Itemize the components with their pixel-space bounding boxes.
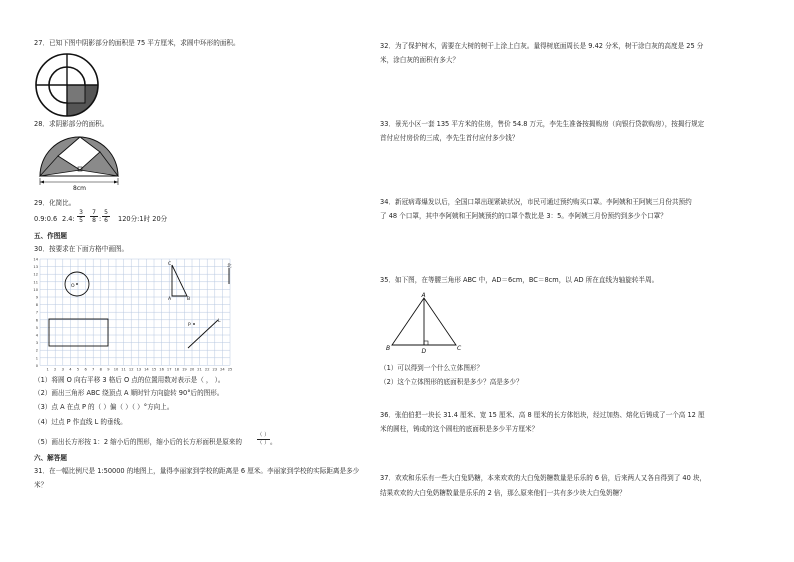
question-32-line-2: 米，涂白灰的面积有多大？ bbox=[380, 56, 460, 64]
tri-label-c: C bbox=[457, 345, 462, 352]
q29-item-1: 0.9:0.6 bbox=[34, 215, 58, 223]
question-34-line-2: 了 48 个口罩，其中李阿姨和王阿姨预约的口罩个数比是 3：5。李阿姨三月份预约到多少个口罩？ bbox=[380, 212, 667, 220]
grid-y-tick: 12 bbox=[33, 272, 38, 277]
question-35: 35．如下图，在等腰三角形 ABC 中，AD＝6cm，BC＝8cm，以 AD 所在直线为轴旋转半周。 bbox=[380, 276, 659, 284]
triangle-abc bbox=[172, 265, 187, 296]
grid-y-tick: 14 bbox=[33, 257, 38, 262]
q29-item-5: 120分:1时 20分 bbox=[118, 215, 168, 223]
grid-x-tick: 20 bbox=[189, 367, 195, 372]
question-32-line-1: 32．为了保护树木，需要在大树的树干上涂上白灰。量得树底面周长是 9.42 分米，树干涂白灰的高度是 25 分 bbox=[380, 42, 704, 50]
question-28: 28．求阴影部分的面积。 bbox=[34, 120, 109, 128]
grid-y-tick: 8 bbox=[35, 303, 38, 308]
grid-x-tick: 17 bbox=[166, 367, 172, 372]
q28-measure-label: 8cm bbox=[73, 185, 86, 192]
grid-x-tick: 25 bbox=[227, 367, 233, 372]
tri-label-d: D bbox=[421, 348, 427, 355]
grid-x-tick: 3 bbox=[61, 367, 64, 372]
point-p bbox=[193, 323, 195, 325]
label-a: A bbox=[168, 297, 172, 302]
question-30: 30．按要求在下面方格中画图。 bbox=[34, 245, 129, 253]
question-33-line-2: 首付应付房价的三成，李先生首付应付多少钱？ bbox=[380, 134, 519, 142]
label-b: B bbox=[187, 297, 191, 302]
grid-x-tick: 22 bbox=[204, 367, 210, 372]
q30-grid-figure bbox=[30, 256, 244, 374]
q29-fraction-a: 3 5 bbox=[77, 209, 85, 224]
grid-x-tick: 4 bbox=[69, 367, 72, 372]
question-33-line-1: 33．景光小区一套 135 平方米的住房，售价 54.8 万元，李先生准备按揭购房（向银行贷款购房），按揭行规定 bbox=[380, 120, 705, 128]
q30-part-2: （2）画出三角形 ABC 绕顶点 A 顺时针方向旋转 90°后的图形。 bbox=[34, 389, 224, 397]
grid-x-tick: 15 bbox=[151, 367, 157, 372]
tri-label-b: B bbox=[386, 345, 391, 352]
grid-x-tick: 16 bbox=[159, 367, 164, 372]
q30-part-1: （1）将圆 O 向右平移 3 格后 O 点的位置用数对表示是（ ， ）。 bbox=[34, 376, 225, 384]
question-31-line-2: 米？ bbox=[34, 481, 48, 489]
label-o: O bbox=[71, 284, 75, 289]
question-36-line-2: 米的圆柱，铸成的这个圆柱的底面积是多少平方厘米？ bbox=[380, 425, 539, 433]
grid-x-tick: 5 bbox=[76, 367, 80, 372]
grid-y-tick: 13 bbox=[33, 265, 38, 270]
grid-x-tick: 21 bbox=[197, 367, 202, 372]
q35-part-2: （2）这个立体图形的底面积是多少？高是多少？ bbox=[380, 378, 523, 386]
grid-y-tick: 3 bbox=[35, 341, 38, 346]
tri-label-a: A bbox=[421, 292, 426, 299]
question-37-line-2: 结果欢欢的大白兔奶糖数量是乐乐的 2 倍，那么原来他们一共有多少块大白兔奶糖？ bbox=[380, 489, 626, 497]
rectangle bbox=[49, 319, 108, 346]
q30-part-4: （4）过点 P 作直线 L 的垂线。 bbox=[34, 418, 127, 426]
grid-x-tick: 11 bbox=[121, 367, 126, 372]
label-c: C bbox=[168, 262, 172, 267]
q29-fraction-b: 7 8 bbox=[90, 209, 98, 224]
grid-x-tick: 13 bbox=[136, 367, 142, 372]
left-column bbox=[0, 0, 380, 562]
question-27: 27．已知下图中阴影部分的面积是 75 平方厘米，求圆中环形的面积。 bbox=[34, 39, 240, 47]
label-l: L bbox=[218, 319, 221, 324]
question-31-line-1: 31．在一幅比例尺是 1:50000 的地图上，量得李丽家到学校的距离是 6 厘米。李丽家到学校的实际距离是多少 bbox=[34, 467, 360, 475]
line-l bbox=[188, 320, 218, 348]
grid-y-tick: 7 bbox=[35, 310, 38, 315]
section-5-heading: 五、作图题 bbox=[34, 232, 67, 240]
grid-x-tick: 24 bbox=[220, 367, 225, 372]
q35-triangle-figure bbox=[386, 290, 476, 356]
grid-x-tick: 1 bbox=[46, 367, 49, 372]
grid-x-tick: 9 bbox=[107, 367, 110, 372]
q29-fraction-c: 5 6 bbox=[102, 209, 110, 224]
grid-x-tick: 12 bbox=[128, 367, 134, 372]
grid-y-tick: 5 bbox=[35, 325, 38, 330]
right-angle-mark bbox=[424, 341, 428, 345]
grid-x-tick: 2 bbox=[54, 367, 57, 372]
q30-part-5-end: 。 bbox=[270, 438, 277, 446]
grid-y-tick: 11 bbox=[33, 280, 38, 285]
grid-y-tick: 0 bbox=[35, 363, 38, 368]
grid-x-tick: 18 bbox=[174, 367, 180, 372]
section-6-heading: 六、解答题 bbox=[34, 454, 67, 462]
grid-x-tick: 14 bbox=[144, 367, 149, 372]
q29-item-2: 2.4: bbox=[62, 215, 75, 223]
grid-y-tick-labels bbox=[33, 258, 38, 368]
circle-o-center bbox=[76, 283, 78, 285]
grid-x-tick: 6 bbox=[84, 367, 87, 372]
label-p: P bbox=[188, 323, 191, 328]
q30-part-5: （5）画出长方形按 1：2 缩小后的图形，缩小后的长方形面积是原来的 bbox=[34, 438, 242, 446]
right-column bbox=[380, 0, 794, 562]
q29-colon: : bbox=[99, 215, 102, 223]
grid-y-tick: 4 bbox=[35, 333, 38, 338]
grid-y-tick: 2 bbox=[35, 348, 38, 353]
grid-x-tick: 10 bbox=[113, 367, 119, 372]
grid-x-tick: 19 bbox=[182, 367, 187, 372]
grid-y-tick: 1 bbox=[35, 356, 38, 361]
q30-part-3: （3）点 A 在点 P 的（ ）偏（ ）（ ）°方向上。 bbox=[34, 403, 174, 411]
grid-x-tick: 8 bbox=[99, 367, 102, 372]
question-34-line-1: 34．新冠病毒爆发以后，全国口罩出现紧缺状况，市民可通过预约购买口罩。李阿姨和王阿姨三月份共预约 bbox=[380, 198, 692, 206]
north-label: 北 bbox=[227, 264, 232, 269]
q28-semicircle-figure bbox=[34, 134, 124, 192]
q35-part-1: （1）可以得到一个什么立体图形？ bbox=[380, 364, 484, 372]
question-36-line-1: 36．张伯伯把一块长 31.4 厘米、宽 15 厘米、高 8 厘米的长方体铝块，经过加热、熔化后铸成了一个高 12 厘 bbox=[380, 411, 705, 419]
q27-ring-figure bbox=[34, 52, 100, 118]
grid-y-tick: 10 bbox=[33, 287, 38, 292]
grid-x-tick: 7 bbox=[92, 367, 95, 372]
question-37-line-1: 37．欢欢和乐乐有一些大白兔奶糖，本来欢欢的大白兔奶糖数量是乐乐的 6 倍，后来两人又各自得到了 40 块， bbox=[380, 474, 707, 482]
question-29: 29．化简比。 bbox=[34, 199, 76, 207]
grid-x-tick-labels bbox=[46, 367, 232, 371]
grid-y-tick: 6 bbox=[35, 318, 38, 323]
q30-part-5-fraction: （ ） （ ） bbox=[257, 432, 270, 446]
grid-y-tick: 9 bbox=[35, 295, 38, 300]
grid-x-tick: 23 bbox=[212, 367, 218, 372]
